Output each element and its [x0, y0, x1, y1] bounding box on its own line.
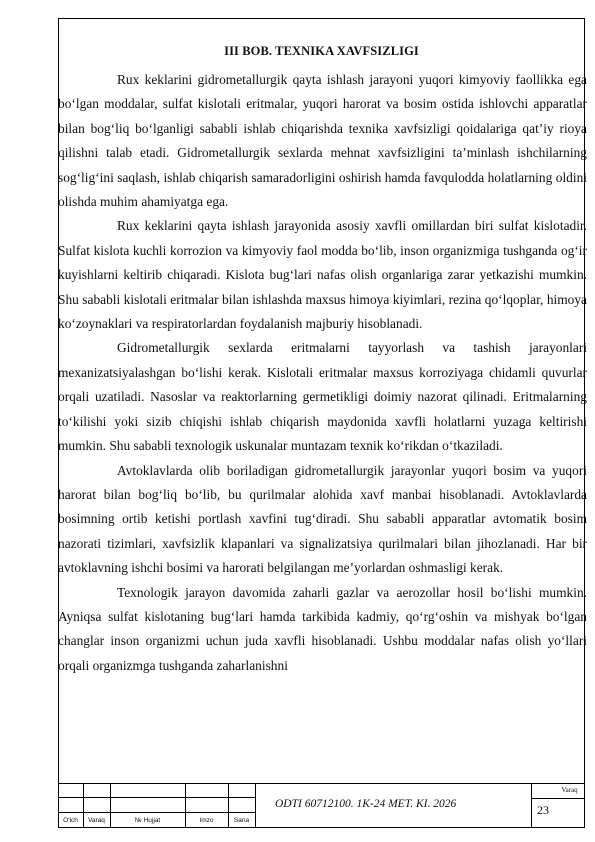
stamp-top-line [58, 783, 585, 784]
sheet-number: 23 [537, 803, 549, 817]
stamp-col-6 [531, 783, 532, 828]
stamp-label-sana: Sana [233, 817, 250, 824]
paragraph-5: Texnologik jarayon davomida zaharli gazlar va aerozollar hosil bo‘lishi mumkin. Ayniqsa sulfat kislotaning bug‘lari hamda tarkibida kadmiy, qo‘rg‘oshin va mishyak bo‘lgan changlar inson organizmi uchun juda xavfli hisoblanadi. Ushbu moddalar nafas olish yo‘llari orqali organizmga tushganda zaharlanishni [58, 584, 587, 673]
stamp-label-olch: O‘lch [63, 817, 78, 824]
document-code: ODTI 60712100. 1K-24 MET. KI. 2026 [275, 798, 457, 810]
paragraph-4: Avtoklavlarda olib boriladigan gidrometallurgik jarayonlar yuqori bosim va yuqori harorat bilan bog‘liq bo‘lib, bu qurilmalar alohida xavf manbai hisoblanadi. Avtoklavlarda bosimning ortib ketishi portlash xavfini tug‘diradi. Shu sababli apparatlar avtomatik bosim nazorati tizimlari, xavfsizlik klapanlari va signalizatsiya qurilmalari bilan jihozlanadi. Har bir avtoklavning ishchi bosimi va harorati belgilangan me’yorlardan oshmasligi kerak. [58, 462, 587, 576]
title-block [58, 783, 585, 828]
sheet-label: Varaq [561, 786, 578, 794]
stamp-label-varaq: Varaq [88, 817, 105, 824]
stamp-sheet-line [531, 798, 585, 799]
stamp-col-5 [255, 783, 256, 828]
stamp-row-line-2 [58, 812, 255, 813]
stamp-label-imzo: Imzo [199, 817, 214, 824]
section-title: III BOB. TEXNIKA XAVFSIZLIGI [224, 44, 419, 58]
paragraph-1: Rux keklarini gidrometallurgik qayta ishlash jarayoni yuqori kimyoviy faollikka ega bo‘lgan moddalar, sulfat kislotali eritmalar, yuqori harorat va bosim ostida ishlovchi apparatlar bilan bog‘liq bo‘lganligi sababli ishlab chiqarishda texnika xavfsizligi qoidalariga qat’iy rioya qilishni talab etadi. Gidrometallurgik sexlarda mehnat xavfsizligini ta’minlash ishchilarning sog‘lig‘ini saqlash, ishlab chiqarish samaradorligini oshirish hamda favqulodda holatlarning oldini olishda muhim ahamiyatga ega. [58, 72, 587, 210]
stamp-label-hujjat: № Hujjat [134, 817, 161, 824]
paragraph-3: Gidrometallurgik sexlarda eritmalarni tayyorlash va tashish jarayonlari mexanizatsiyalashgan bo‘lishi kerak. Kislotali eritmalar maxsus korroziyaga chidamli quvurlar orqali uzatiladi. Nasoslar va reaktorlarning germetikligi doimiy nazorat qilinadi. Eritmalarning to‘kilishi yoki sizib chiqishi ishlab chiqarish maydonida xavfli holatlarni yuzaga keltirishi mumkin. Shu sababli texnologik uskunalar muntazam texnik ko‘rikdan o‘tkaziladi. [58, 340, 587, 454]
paragraph-2: Rux keklarini qayta ishlash jarayonida asosiy xavfli omillardan biri sulfat kislotadir. Sulfat kislota kuchli korrozion va kimyoviy faol modda bo‘lib, inson organizmiga tushganda og‘ir kuyishlarni keltirib chiqaradi. Kislota bug‘lari nafas olish organlariga zarar yetkazishi mumkin. Shu sababli kislotali eritmalar bilan ishlashda maxsus himoya kiyimlari, rezina qo‘lqoplar, himoya ko‘zoynaklari va respiratorlardan foydalanish majburiy hisoblanadi. [58, 218, 587, 332]
body-text [58, 68, 587, 678]
stamp-row-line-1 [58, 797, 255, 798]
